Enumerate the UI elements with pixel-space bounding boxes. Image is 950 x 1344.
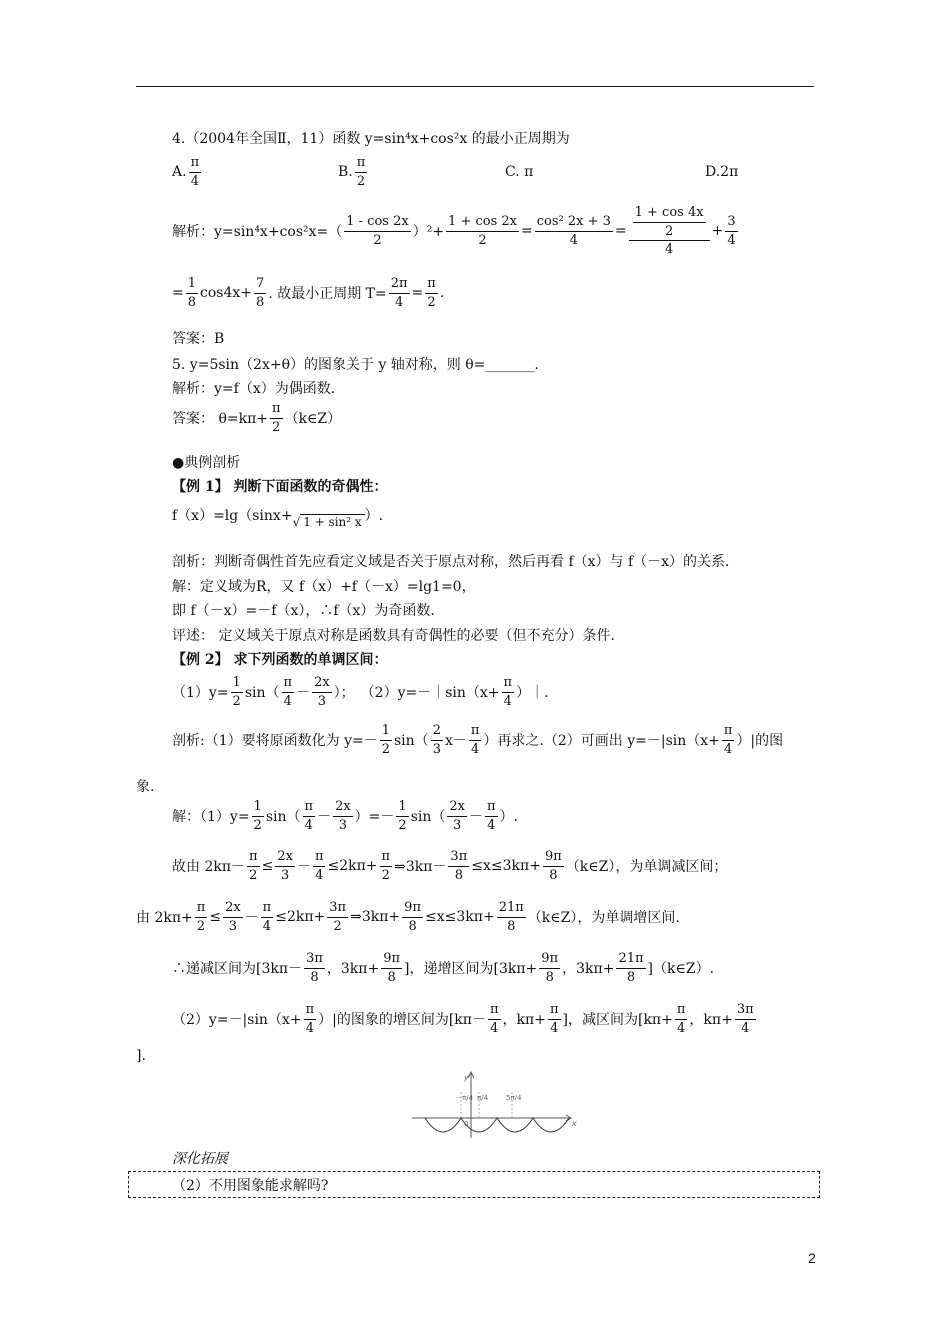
q4-option-d: D.2π <box>705 164 739 180</box>
q4-analysis-line2: = $\frac{1}{8}$ cos4x+ $\frac{7}{8}$ . 故最小正周期 T= $\frac{2\pi}{4}$ = $\frac{\pi}{2}$ . <box>172 276 445 310</box>
q5-answer: 答案： θ=kπ+ $\frac{\pi}{2}$ （k∈Z） <box>172 401 342 435</box>
q4-option-b: B. $\frac{\pi}{2}$ <box>338 155 366 189</box>
function-graph <box>410 1068 580 1140</box>
label-neg-pi-4: －π/4 <box>455 1094 474 1102</box>
ex2-increasing: 由 2kπ+ $\frac{\pi}{2}$ ≤ $\frac{2x}{3}$ － $\frac{\pi}{4}$ ≤2kπ+ $\frac{3\pi}{2}$ ⇒3kπ+ $\frac{9\pi}{8}$ ≤x≤3kπ+ $\frac{21\pi}{8}$ （k∈Z），为单调增区间. <box>136 900 680 934</box>
ex2-part2-solution: （2）y=－|sin（x+ $\frac{\pi}{4}$ ）|的图象的增区间为[kπ－ $\frac{\pi}{4}$ ，kπ+ $\frac{\pi}{4}$ ]，减区间为[kπ+ $\frac{\pi}{4}$ ，kπ+ $\frac{3\pi}{4}$ <box>172 1002 754 1036</box>
ex1-comment: 评述： 定义域关于原点对称是函数具有奇偶性的必要（但不充分）条件. <box>172 628 615 644</box>
label-pi-4: π/4 <box>477 1094 489 1102</box>
q4-option-c: C. π <box>505 164 534 180</box>
q4-stem: 4.（2004年全国Ⅱ，11）函数 y=sin⁴x+cos²x 的最小正周期为 <box>172 131 570 147</box>
ex1-solution2: 即 f（－x）=－f（x），∴f（x）为奇函数. <box>172 603 435 619</box>
q5-stem: 5. y=5sin（2x+θ）的图象关于 y 轴对称，则 θ=_______. <box>172 357 539 373</box>
q4-analysis: 解析： y=sin⁴x+cos²x=（ $\frac{1 - \cos 2x}{2}$ ）²+ $\frac{1 + \cos 2x}{2}$ = $\frac{\text{cos² 2x + 3}}{4}$ = $\frac{\frac{1 + \cos 4x}{2}}{4}$ + $\frac{3}{4}$ <box>172 205 736 258</box>
ex1-solution1: 解：定义域为R，又 f（x）+f（－x）=lg1=0， <box>172 579 476 595</box>
section-title: ●典例剖析 <box>172 455 241 471</box>
header-rule <box>136 86 814 87</box>
ex2-title: 【例 2】 求下列函数的单调区间： <box>172 652 388 668</box>
ex2-part2-end: ]. <box>136 1048 146 1064</box>
curve <box>425 1118 569 1132</box>
deepen-question: （2）不用图象能求解吗? <box>172 1178 329 1194</box>
deepen-title: 深化拓展 <box>172 1151 228 1167</box>
ex2-analysis-cont: 象. <box>136 779 155 795</box>
label-origin: 0 <box>464 1120 469 1128</box>
ex1-analysis: 剖析：判断奇偶性首先应看定义域是否关于原点对称，然后再看 f（x）与 f（－x）的关系. <box>172 554 730 570</box>
ex1-function: f（x）=lg（sinx+ √ 1 + sin² x ）. <box>172 507 384 529</box>
label-x: x <box>572 1119 577 1128</box>
ex2-solution1: 解：（1）y= $\frac{1}{2}$ sin（ $\frac{\pi}{4}$ － $\frac{2x}{3}$ ）=－ $\frac{1}{2}$ sin（ $\frac{2x}{3}$ － $\frac{\pi}{4}$ ）. <box>172 799 518 833</box>
ex2-decreasing: 故由 2kπ－ $\frac{\pi}{2}$ ≤ $\frac{2x}{3}$ － $\frac{\pi}{4}$ ≤2kπ+ $\frac{\pi}{2}$ ⇒3kπ－ $\frac{3\pi}{8}$ ≤x≤3kπ+ $\frac{9\pi}{8}$ （k∈Z），为单调减区间； <box>172 849 728 883</box>
ex1-title: 【例 1】 判断下面函数的奇偶性： <box>172 479 388 495</box>
ex2-analysis: 剖析:（1）要将原函数化为 y=－ $\frac{1}{2}$ sin（ $\frac{2}{3}$ x－ $\frac{\pi}{4}$ ）再求之.（2）可画出 y=－|sin（x+ $\frac{\pi}{4}$ ）|的图 <box>172 723 784 757</box>
q4-option-a: A. $\frac{\pi}{4}$ <box>172 155 200 189</box>
ex2-summary: ∴递减区间为[3kπ－ $\frac{3\pi}{8}$ ，3kπ+ $\frac{9\pi}{8}$ ]，递增区间为[3kπ+ $\frac{9\pi}{8}$ ，3kπ+ $\frac{21\pi}{8}$ ]（k∈Z）. <box>172 951 715 985</box>
label-5pi-4: 5π/4 <box>506 1094 522 1102</box>
label-y: y <box>464 1073 469 1082</box>
q4-answer: 答案：B <box>172 331 225 347</box>
page-number: 2 <box>808 1250 816 1266</box>
ex2-problems: （1）y= $\frac{1}{2}$ sin（ $\frac{\pi}{4}$ － $\frac{2x}{3}$ ）； （2）y=－｜sin（x+ $\frac{\pi}{4}$ ）｜. <box>172 675 549 709</box>
q5-analysis: 解析：y=f（x）为偶函数. <box>172 381 336 397</box>
